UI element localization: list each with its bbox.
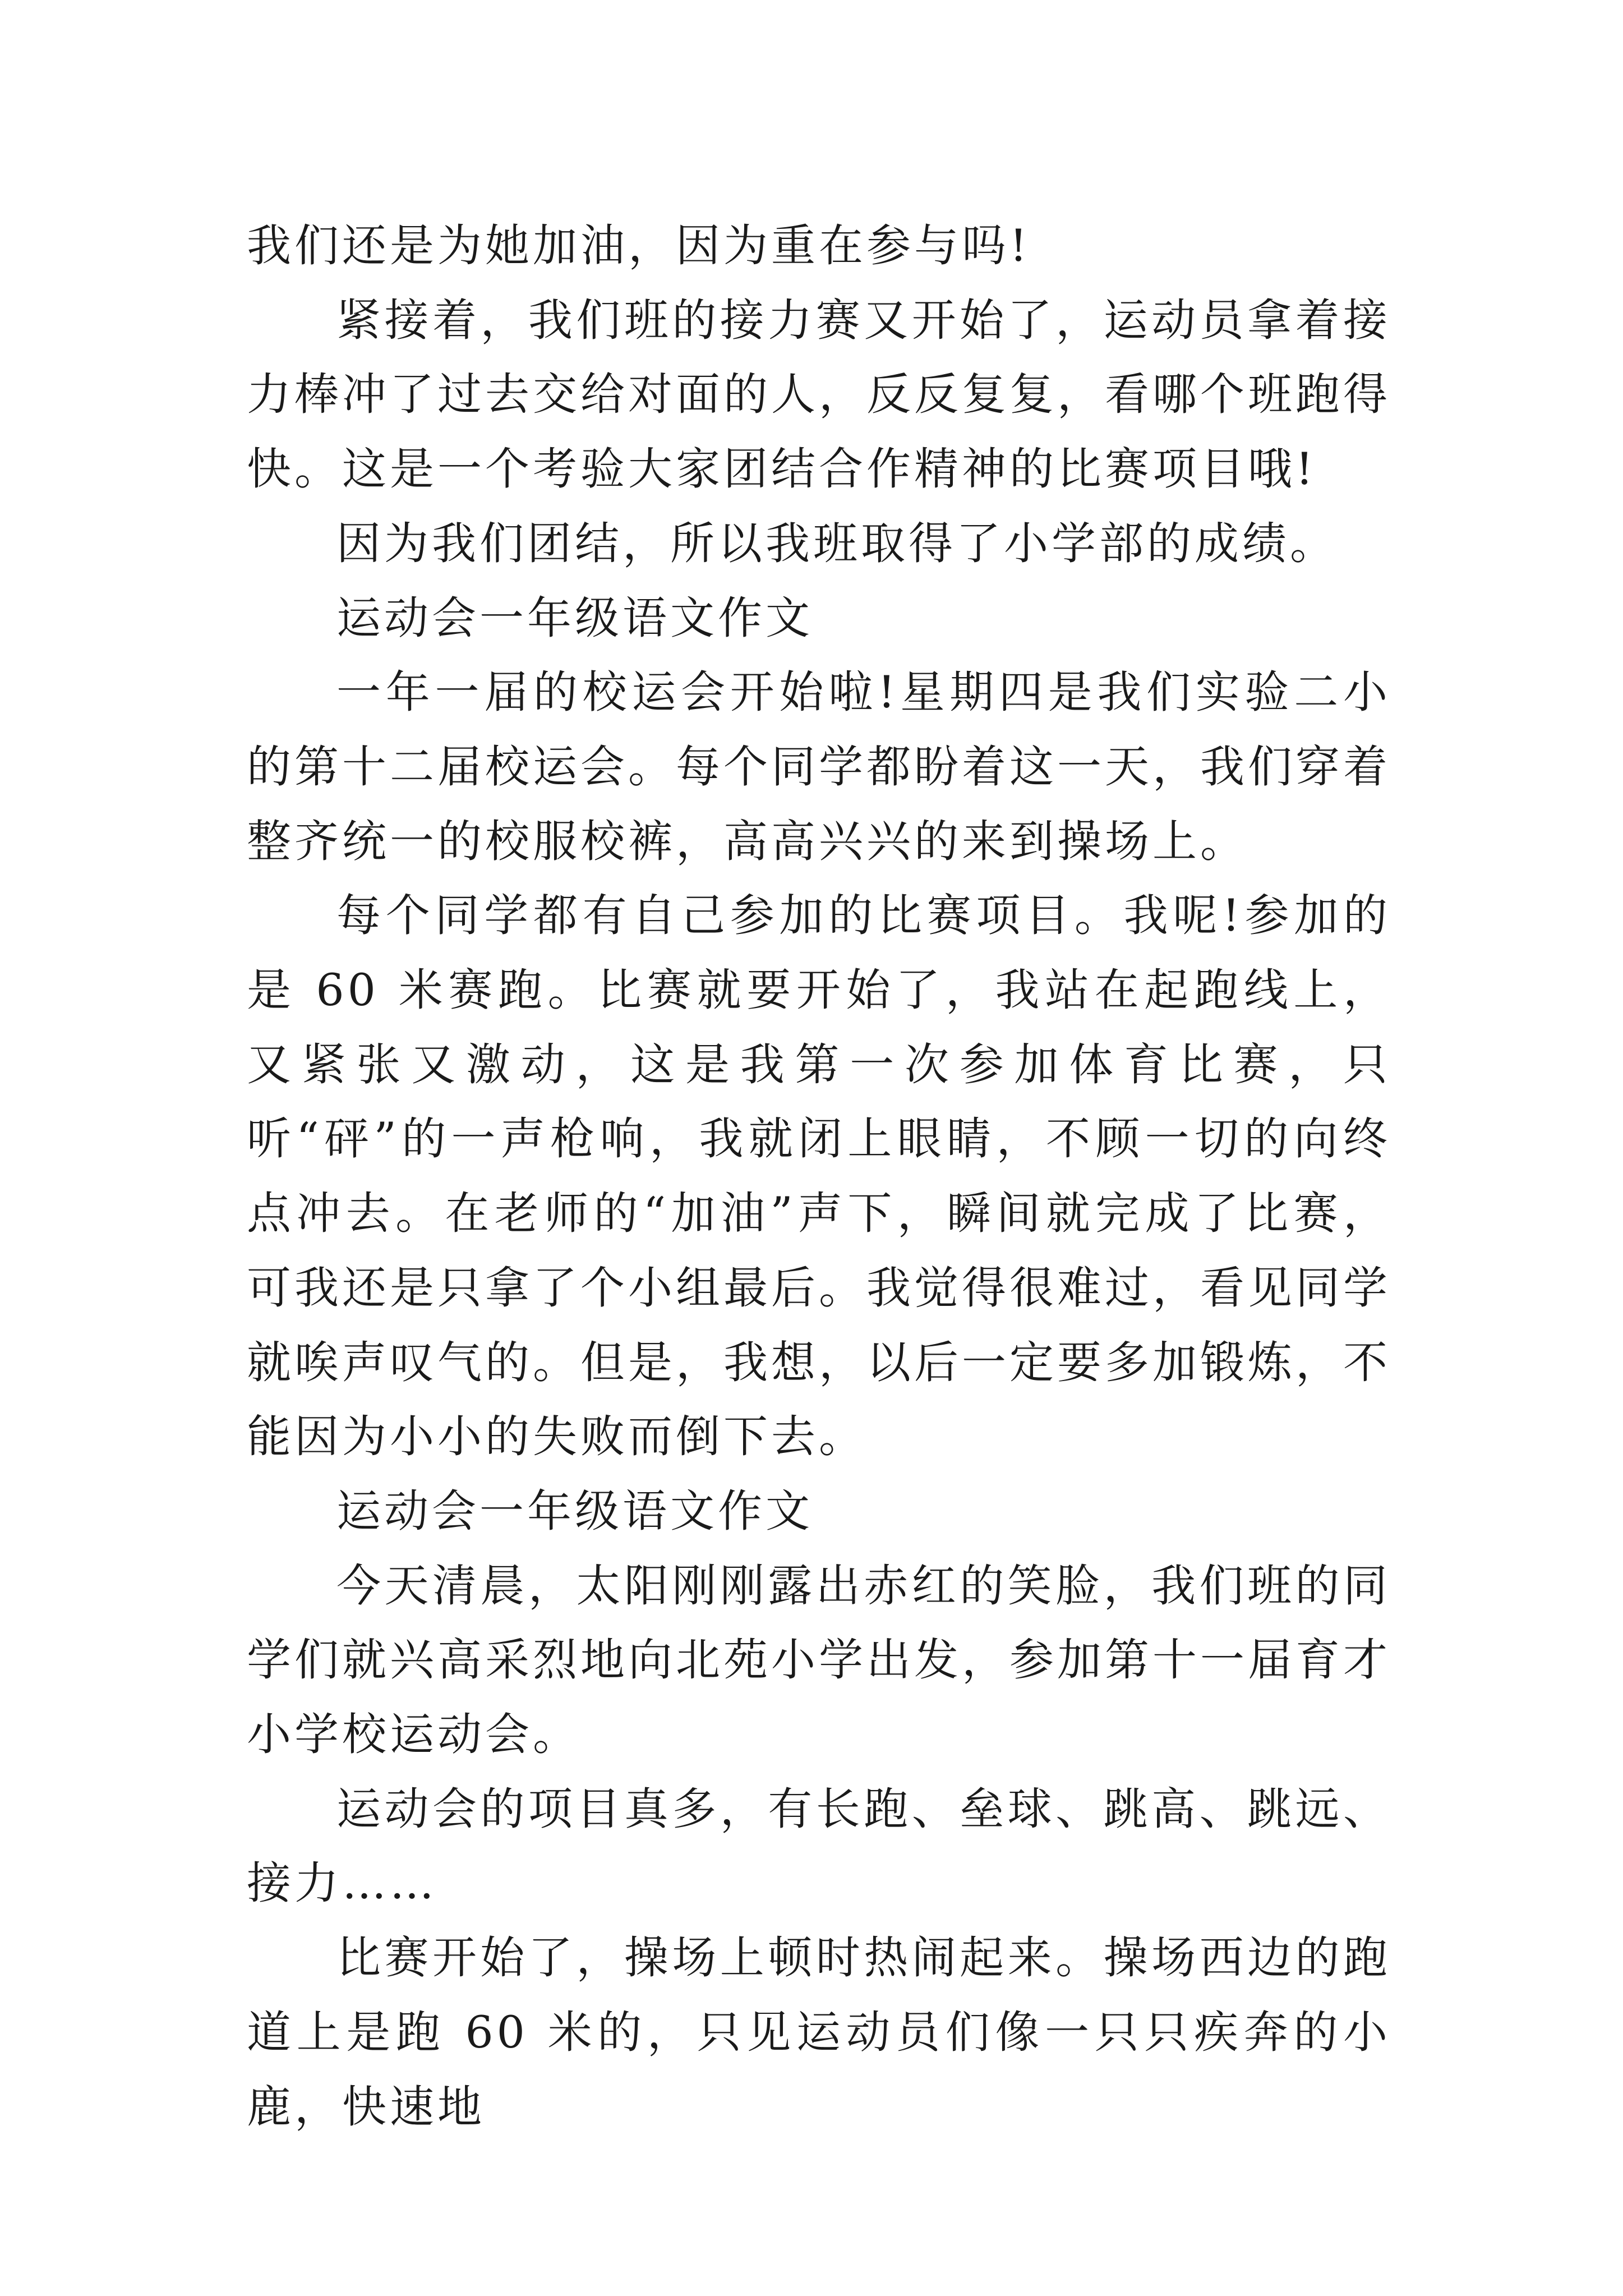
paragraph-2: 紧接着，我们班的接力赛又开始了，运动员拿着接力棒冲了过去交给对面的人，反反复复，看哪个班跑得快。这是一个考验大家团结合作精神的比赛项目哦! — [247, 294, 1391, 495]
paragraph-3: 因为我们团结，所以我班取得了小学部的成绩。 — [336, 517, 1338, 569]
document-body — [247, 209, 1391, 2144]
paragraph-1: 我们还是为她加油，因为重在参与吗! — [247, 220, 1031, 272]
paragraph-6: 今天清晨，太阳刚刚露出赤红的笑脸，我们班的同学们就兴高采烈地向北苑小学出发，参加第十一届育才小学校运动会。 — [247, 1559, 1391, 1761]
paragraph-7: 运动会的项目真多，有长跑、垒球、跳高、跳远、接力…… — [247, 1783, 1391, 1910]
paragraph-5: 每个同学都有自己参加的比赛项目。我呢!参加的是 60 米赛跑。比赛就要开始了，我站在起跑线上，又紧张又激动，这是我第一次参加体育比赛，只听“砰”的一声枪响，我就闭上眼睛，不顾一切的向终点冲去。在老师的“加油”声下，瞬间就完成了比赛，可我还是只拿了个小组最后。我觉得很难过，看见同学就唉声叹气的。但是，我想，以后一定要多加锻炼，不能因为小小的失败而倒下去。 — [247, 890, 1391, 1463]
section-heading-2: 运动会一年级语文作文 — [336, 1485, 813, 1537]
section-heading-1: 运动会一年级语文作文 — [336, 592, 813, 644]
paragraph-8: 比赛开始了，操场上顿时热闹起来。操场西边的跑道上是跑 60 米的，只见运动员们像一只只疾奔的小鹿，快速地 — [247, 1932, 1391, 2133]
paragraph-4: 一年一届的校运会开始啦!星期四是我们实验二小的第十二届校运会。每个同学都盼着这一天，我们穿着整齐统一的校服校裤，高高兴兴的来到操场上。 — [247, 666, 1391, 867]
